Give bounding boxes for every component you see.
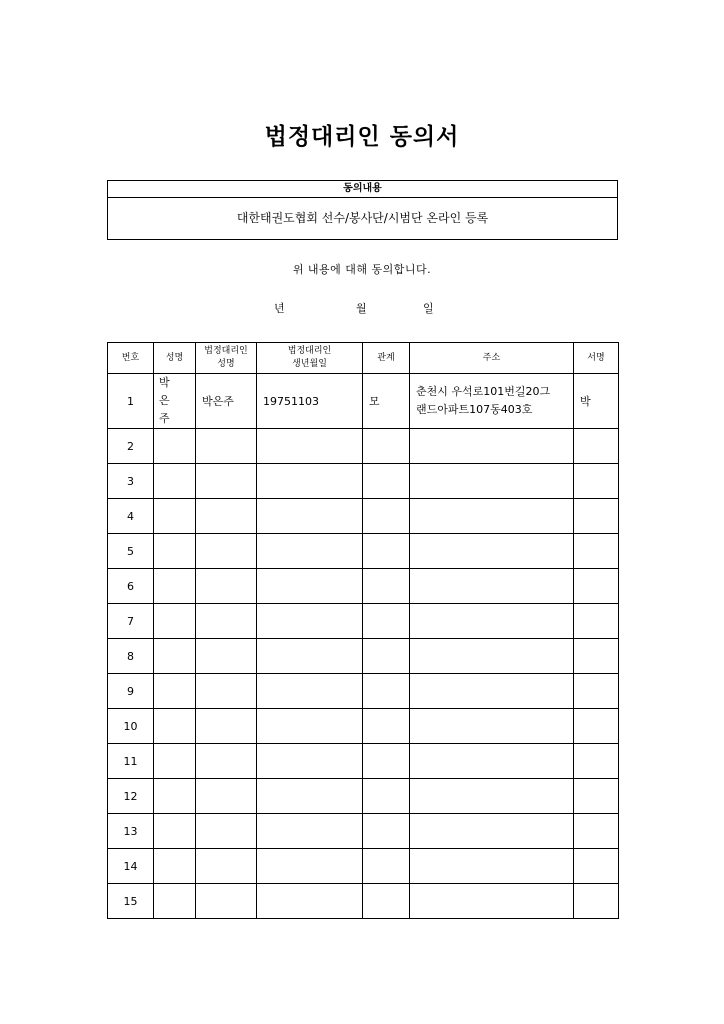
cell-signature[interactable] — [574, 814, 619, 849]
table-row — [108, 429, 619, 464]
table-row — [108, 779, 619, 814]
cell-guardian-name[interactable] — [196, 779, 257, 814]
cell-name[interactable]: 박 은 주 — [154, 374, 196, 429]
table-row — [108, 814, 619, 849]
cell-guardian-name[interactable] — [196, 849, 257, 884]
cell-address[interactable] — [410, 569, 574, 604]
cell-address[interactable] — [410, 744, 574, 779]
cell-guardian-name[interactable]: 박은주 — [196, 374, 257, 429]
cell-number[interactable]: 6 — [108, 569, 154, 604]
cell-relation[interactable] — [363, 779, 410, 814]
cell-number[interactable]: 5 — [108, 534, 154, 569]
table-row — [108, 884, 619, 919]
table-row — [108, 464, 619, 499]
cell-address[interactable] — [410, 779, 574, 814]
cell-name[interactable] — [154, 674, 196, 709]
cell-relation[interactable] — [363, 814, 410, 849]
cell-number[interactable]: 2 — [108, 429, 154, 464]
cell-number[interactable]: 7 — [108, 604, 154, 639]
cell-number[interactable]: 12 — [108, 779, 154, 814]
cell-address[interactable] — [410, 464, 574, 499]
cell-address[interactable] — [410, 429, 574, 464]
cell-signature[interactable] — [574, 639, 619, 674]
consent-content-header: 동의내용 — [108, 181, 617, 198]
cell-number[interactable]: 8 — [108, 639, 154, 674]
cell-guardian-birth[interactable] — [257, 534, 363, 569]
cell-signature[interactable]: 박 — [574, 374, 619, 429]
header-guardian-birth: 법정대리인 생년월일 — [257, 343, 363, 374]
cell-guardian-birth[interactable] — [257, 674, 363, 709]
cell-number[interactable]: 3 — [108, 464, 154, 499]
cell-relation[interactable] — [363, 849, 410, 884]
cell-address[interactable] — [410, 499, 574, 534]
cell-guardian-name[interactable] — [196, 639, 257, 674]
consent-content-body: 대한태권도협회 선수/봉사단/시범단 온라인 등록 — [236, 211, 489, 225]
cell-guardian-name[interactable] — [196, 604, 257, 639]
cell-name[interactable] — [154, 709, 196, 744]
cell-name[interactable] — [154, 639, 196, 674]
document-title: 법정대리인 동의서 — [264, 124, 460, 150]
guardian-consent-table — [107, 342, 619, 919]
cell-name[interactable] — [154, 849, 196, 884]
table-row — [108, 709, 619, 744]
cell-relation[interactable] — [363, 429, 410, 464]
cell-name[interactable] — [154, 779, 196, 814]
cell-address[interactable] — [410, 674, 574, 709]
cell-address[interactable] — [410, 814, 574, 849]
table-row — [108, 534, 619, 569]
cell-guardian-name[interactable] — [196, 744, 257, 779]
cell-guardian-birth[interactable] — [257, 604, 363, 639]
cell-signature[interactable] — [574, 604, 619, 639]
cell-guardian-name[interactable] — [196, 569, 257, 604]
table-row — [108, 849, 619, 884]
cell-address[interactable] — [410, 534, 574, 569]
cell-signature[interactable] — [574, 534, 619, 569]
cell-signature[interactable] — [574, 779, 619, 814]
date-day-label: 일 — [423, 302, 434, 315]
date-month-label: 월 — [356, 302, 367, 315]
cell-guardian-name[interactable] — [196, 814, 257, 849]
cell-number[interactable]: 11 — [108, 744, 154, 779]
cell-guardian-birth[interactable] — [257, 814, 363, 849]
cell-guardian-birth[interactable] — [257, 884, 363, 919]
cell-address[interactable]: 춘천시 우석로101번길20그 랜드아파트107동403호 — [410, 374, 574, 429]
cell-number[interactable]: 9 — [108, 674, 154, 709]
table-row — [108, 569, 619, 604]
table-row — [108, 674, 619, 709]
cell-signature[interactable] — [574, 429, 619, 464]
cell-name[interactable] — [154, 534, 196, 569]
table-row — [108, 499, 619, 534]
cell-signature[interactable] — [574, 884, 619, 919]
cell-number[interactable]: 10 — [108, 709, 154, 744]
cell-relation[interactable] — [363, 674, 410, 709]
cell-guardian-birth[interactable] — [257, 849, 363, 884]
cell-guardian-birth[interactable] — [257, 709, 363, 744]
cell-relation[interactable] — [363, 534, 410, 569]
table-row — [108, 744, 619, 779]
cell-name[interactable] — [154, 744, 196, 779]
cell-guardian-birth[interactable] — [257, 639, 363, 674]
cell-relation[interactable] — [363, 884, 410, 919]
cell-guardian-name[interactable] — [196, 429, 257, 464]
cell-guardian-birth[interactable] — [257, 569, 363, 604]
cell-guardian-name[interactable] — [196, 534, 257, 569]
cell-signature[interactable] — [574, 674, 619, 709]
cell-address[interactable] — [410, 604, 574, 639]
cell-name[interactable] — [154, 429, 196, 464]
table-row — [108, 374, 619, 429]
agreement-statement: 위 내용에 대해 동의합니다. — [292, 263, 432, 276]
cell-guardian-birth[interactable] — [257, 744, 363, 779]
cell-relation[interactable] — [363, 639, 410, 674]
cell-address[interactable] — [410, 639, 574, 674]
cell-name[interactable] — [154, 884, 196, 919]
cell-signature[interactable] — [574, 709, 619, 744]
cell-relation[interactable] — [363, 499, 410, 534]
cell-relation[interactable] — [363, 604, 410, 639]
table-header-row — [108, 343, 619, 374]
header-guardian-name: 법정대리인 성명 — [196, 343, 257, 374]
cell-relation[interactable]: 모 — [363, 374, 410, 429]
date-year-label: 년 — [274, 302, 285, 315]
cell-guardian-birth[interactable]: 19751103 — [257, 374, 363, 429]
cell-number[interactable]: 15 — [108, 884, 154, 919]
cell-guardian-birth[interactable] — [257, 779, 363, 814]
header-number: 번호 — [108, 343, 154, 374]
table-row — [108, 639, 619, 674]
cell-signature[interactable] — [574, 849, 619, 884]
cell-relation[interactable] — [363, 464, 410, 499]
cell-guardian-name[interactable] — [196, 464, 257, 499]
header-signature: 서명 — [574, 343, 619, 374]
cell-guardian-name[interactable] — [196, 884, 257, 919]
cell-guardian-name[interactable] — [196, 674, 257, 709]
cell-signature[interactable] — [574, 569, 619, 604]
header-address: 주소 — [410, 343, 574, 374]
cell-number[interactable]: 1 — [108, 374, 154, 429]
cell-name[interactable] — [154, 499, 196, 534]
cell-signature[interactable] — [574, 744, 619, 779]
cell-number[interactable]: 14 — [108, 849, 154, 884]
cell-name[interactable] — [154, 569, 196, 604]
cell-name[interactable] — [154, 604, 196, 639]
cell-guardian-birth[interactable] — [257, 499, 363, 534]
consent-content-box — [107, 180, 618, 240]
table-row — [108, 604, 619, 639]
cell-address[interactable] — [410, 849, 574, 884]
cell-signature[interactable] — [574, 464, 619, 499]
cell-guardian-birth[interactable] — [257, 464, 363, 499]
cell-number[interactable]: 13 — [108, 814, 154, 849]
cell-guardian-name[interactable] — [196, 499, 257, 534]
cell-signature[interactable] — [574, 499, 619, 534]
cell-relation[interactable] — [363, 744, 410, 779]
cell-name[interactable] — [154, 464, 196, 499]
cell-name[interactable] — [154, 814, 196, 849]
header-name: 성명 — [154, 343, 196, 374]
cell-relation[interactable] — [363, 569, 410, 604]
cell-guardian-birth[interactable] — [257, 429, 363, 464]
cell-number[interactable]: 4 — [108, 499, 154, 534]
cell-relation[interactable] — [363, 709, 410, 744]
cell-address[interactable] — [410, 709, 574, 744]
cell-address[interactable] — [410, 884, 574, 919]
header-relation: 관계 — [363, 343, 410, 374]
cell-guardian-name[interactable] — [196, 709, 257, 744]
